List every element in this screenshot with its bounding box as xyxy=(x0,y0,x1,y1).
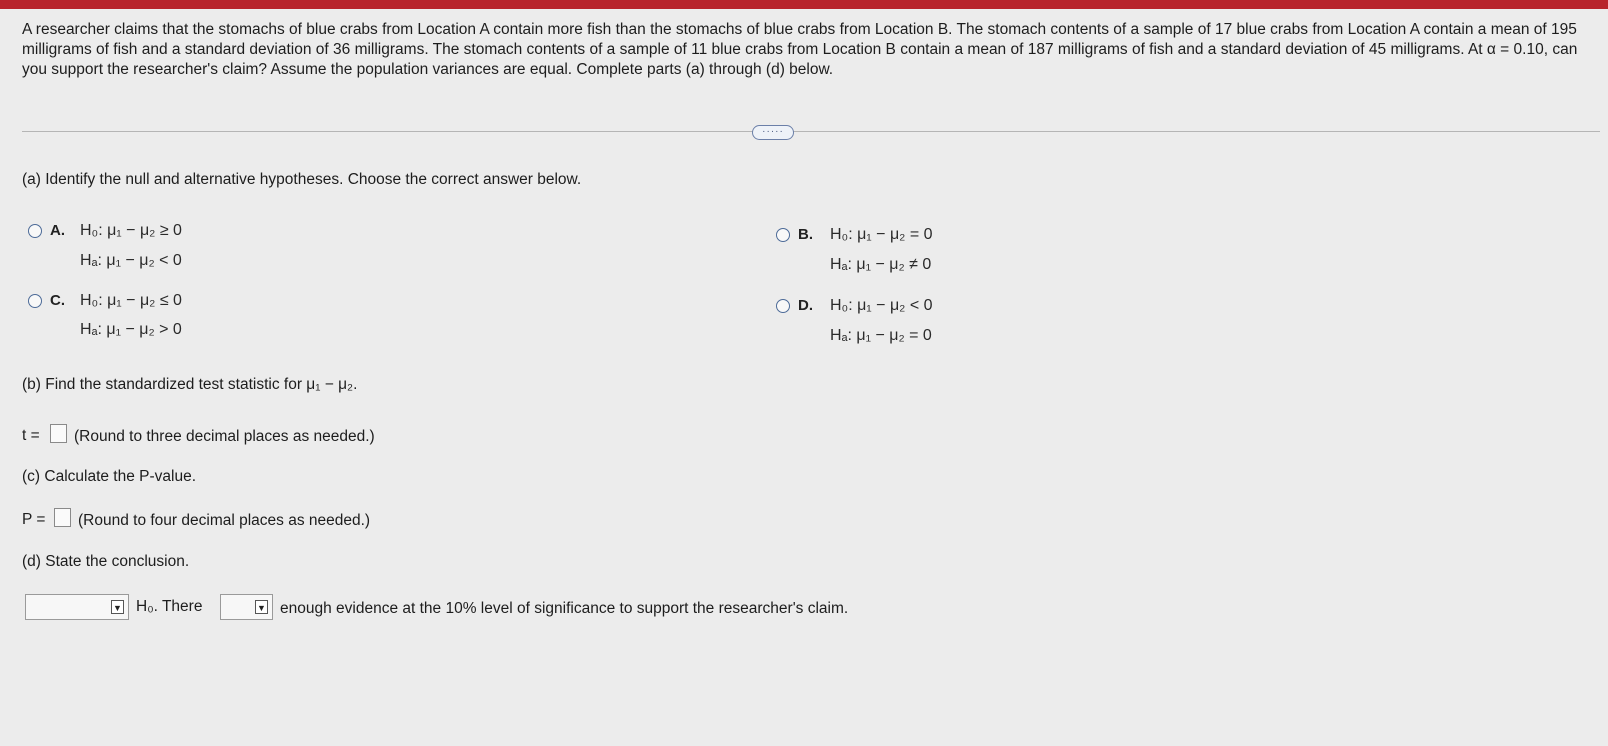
p-value-prefix: P = xyxy=(22,511,46,528)
part-d-question: (d) State the conclusion. xyxy=(22,553,190,570)
p-value-input[interactable] xyxy=(54,508,71,527)
part-a-question: (a) Identify the null and alternative hypotheses. Choose the correct answer below. xyxy=(22,171,582,188)
option-b-radio[interactable] xyxy=(776,228,790,242)
dropdown-arrow-icon: ▼ xyxy=(111,600,124,614)
decision-dropdown[interactable] xyxy=(25,594,129,620)
t-stat-input[interactable] xyxy=(50,424,67,443)
option-a-alt-hypothesis: Hₐ: μ₁ − μ₂ < 0 xyxy=(80,252,182,269)
section-divider xyxy=(22,131,1600,132)
dropdown-arrow-icon: ▼ xyxy=(255,600,268,614)
option-d-alt-hypothesis: Hₐ: μ₁ − μ₂ = 0 xyxy=(830,327,932,344)
option-b-label: B. xyxy=(798,226,813,243)
option-b-alt-hypothesis: Hₐ: μ₁ − μ₂ ≠ 0 xyxy=(830,256,932,273)
option-b-null-hypothesis: H₀: μ₁ − μ₂ = 0 xyxy=(830,226,933,243)
option-a-null-hypothesis: H₀: μ₁ − μ₂ ≥ 0 xyxy=(80,222,182,239)
p-value-hint: (Round to four decimal places as needed.) xyxy=(78,512,371,529)
part-d-text-1: H₀. There xyxy=(136,598,203,615)
option-a-radio[interactable] xyxy=(28,224,42,238)
option-c-radio[interactable] xyxy=(28,294,42,308)
option-a-label: A. xyxy=(50,222,65,239)
option-c-alt-hypothesis: Hₐ: μ₁ − μ₂ > 0 xyxy=(80,321,182,338)
option-c-label: C. xyxy=(50,292,65,309)
problem-statement: A researcher claims that the stomachs of blue crabs from Location A contain more fish than the stomachs of blue crabs from Location B. The stomach contents of a sample of 17 blue crabs from Location A contain a mean of 195 milligrams of fish and a standard deviation of 36 milligrams. The stomach contents of a sample of 11 blue crabs from Location B contain a mean of 187 milligrams of fish and a standard deviation of 45 milligrams. At α = 0.10, can you support the researcher's claim? Assume the population variances are equal. Complete parts (a) through (d) below. xyxy=(22,21,1578,78)
evidence-dropdown[interactable] xyxy=(220,594,273,620)
option-d-label: D. xyxy=(798,297,813,314)
option-d-null-hypothesis: H₀: μ₁ − μ₂ < 0 xyxy=(830,297,933,314)
part-d-text-2: enough evidence at the 10% level of significance to support the researcher's claim. xyxy=(280,600,849,617)
top-accent-bar xyxy=(0,0,1608,9)
t-stat-hint: (Round to three decimal places as needed.) xyxy=(74,428,375,445)
expand-more-button[interactable]: ····· xyxy=(752,125,794,140)
option-c-null-hypothesis: H₀: μ₁ − μ₂ ≤ 0 xyxy=(80,292,182,309)
part-b-question: (b) Find the standardized test statistic for μ₁ − μ₂. xyxy=(22,376,358,393)
part-c-question: (c) Calculate the P-value. xyxy=(22,468,197,485)
option-d-radio[interactable] xyxy=(776,299,790,313)
t-stat-prefix: t = xyxy=(22,427,40,444)
